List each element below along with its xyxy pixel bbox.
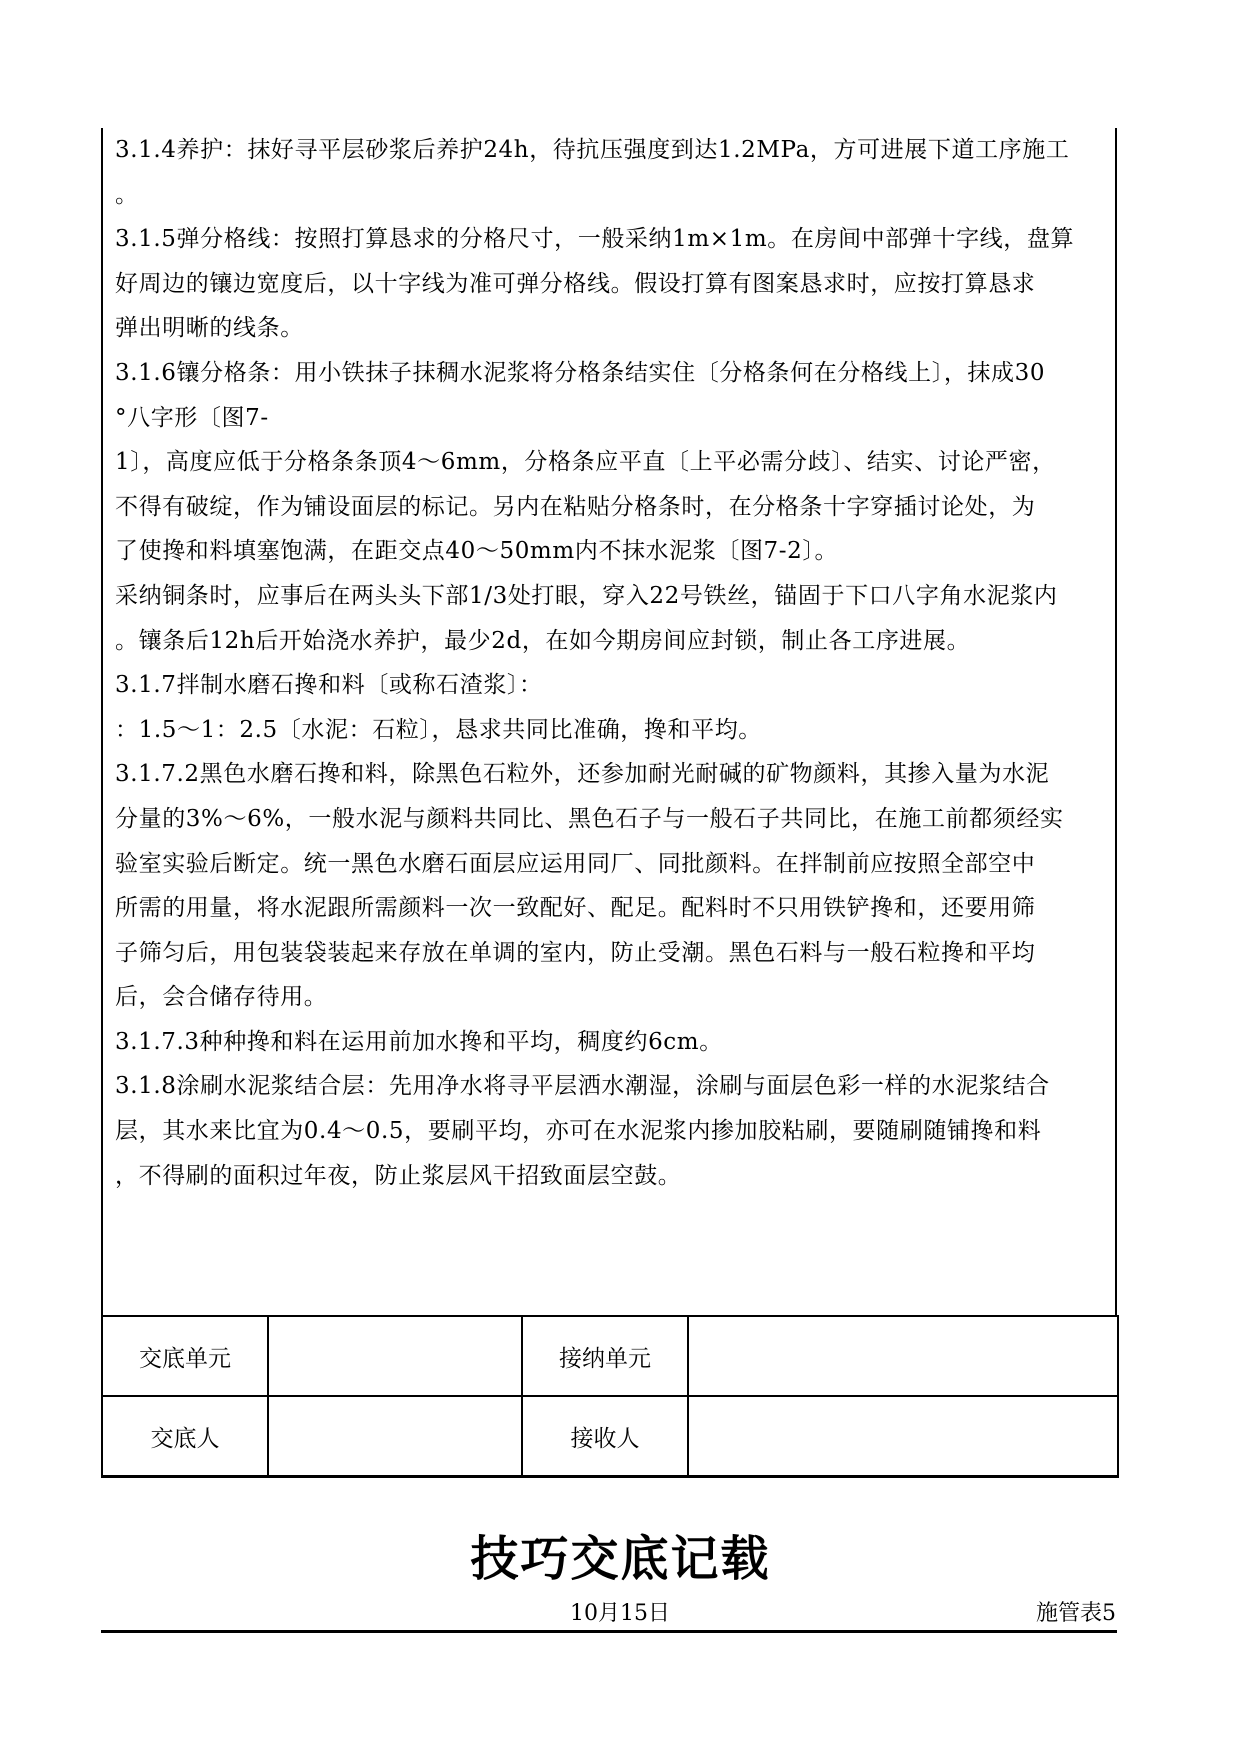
- body-line: 3.1.7.2黑色水磨石搀和料，除黑色石粒外，还参加耐光耐碱的矿物颜料，其掺入量为水泥: [115, 761, 1050, 788]
- body-line: 。: [115, 181, 139, 208]
- receiving-unit-label: 接纳单元: [522, 1316, 688, 1396]
- body-line: 分量的3%～6%，一般水泥与颜料共同比、黑色石子与一般石子共同比，在施工前都须经实: [115, 805, 1064, 832]
- body-line: 3.1.7拌制水磨石搀和料〔或称石渣浆〕：: [115, 672, 543, 699]
- body-line: ：1.5～1：2.5〔水泥：石粒〕，恳求共同比准确，搀和平均。: [115, 716, 762, 743]
- table-row: [102, 1396, 1118, 1477]
- handover-person-label: 交底人: [102, 1396, 268, 1477]
- document-date: 10月15日: [570, 1601, 670, 1626]
- body-line: 3.1.5弹分格线：按照打算恳求的分格尺寸，一般采纳1m×1m。在房间中部弹十字线，盘算: [115, 226, 1075, 253]
- body-line: 了使搀和料填塞饱满，在距交点40～50mm内不抹水泥浆〔图7-2〕。: [115, 538, 839, 565]
- receiving-unit-field[interactable]: [688, 1316, 1118, 1396]
- body-line: 3.1.6镶分格条：用小铁抹子抹稠水泥浆将分格条结实住〔分格条何在分格线上〕，抹成30: [115, 359, 1046, 386]
- document-title: 技巧交底记载: [470, 1531, 771, 1587]
- body-line: 3.1.4养护：抹好寻平层砂浆后养护24h，待抗压强度到达1.2MPa，方可进展下道工序施工: [115, 137, 1070, 163]
- handover-unit-label: 交底单元: [102, 1316, 268, 1396]
- signature-table: [101, 1315, 1119, 1478]
- body-line: 采纳铜条时，应事后在两头头下部1/3处打眼，穿入22号铁丝，锚固于下口八字角水泥浆内: [115, 582, 1058, 609]
- body-line: 。镶条后12h后开始浇水养护，最少2d，在如今期房间应封锁，制止各工序进展。: [115, 627, 971, 654]
- body-line: ，不得刷的面积过年夜，防止浆层风干招致面层空鼓。: [115, 1162, 682, 1189]
- table-row: [102, 1316, 1118, 1396]
- body-line: 子筛匀后，用包装袋装起来存放在单调的室内，防止受潮。黑色石料与一般石粒搀和平均: [115, 939, 1036, 966]
- body-line: 3.1.8涂刷水泥浆结合层：先用净水将寻平层洒水潮湿，涂刷与面层色彩一样的水泥浆结合: [115, 1073, 1050, 1100]
- body-line: 不得有破绽，作为铺设面层的标记。另内在粘贴分格条时，在分格条十字穿插讨论处，为: [115, 493, 1036, 520]
- body-line: 1〕，高度应低于分格条条顶4～6mm，分格条应平直〔上平必需分歧〕、结实、讨论严密，: [115, 449, 1056, 476]
- disclosure-content-box: [101, 128, 1117, 1315]
- handover-unit-field[interactable]: [268, 1316, 522, 1396]
- body-line: 弹出明晰的线条。: [115, 315, 304, 342]
- body-line: °八字形〔图7-: [115, 404, 269, 431]
- disclosure-body-text: [115, 128, 1105, 1198]
- body-line: 层，其水来比宜为0.4～0.5，要刷平均，亦可在水泥浆内掺加胶粘刷，要随刷随铺搀和料: [115, 1118, 1042, 1145]
- body-line: 验室实验后断定。统一黑色水磨石面层应运用同厂、同批颜料。在拌制前应按照全部空中: [115, 850, 1036, 877]
- body-line: 3.1.7.3种种搀和料在运用前加水搀和平均，稠度约6cm。: [115, 1028, 723, 1055]
- receiver-field[interactable]: [688, 1396, 1118, 1477]
- handover-person-field[interactable]: [268, 1396, 522, 1477]
- body-line: 后，会合储存待用。: [115, 984, 328, 1011]
- body-line: 所需的用量，将水泥跟所需颜料一次一致配好、配足。配料时不只用铁铲搀和，还要用筛: [115, 895, 1036, 922]
- body-line: 好周边的镶边宽度后，以十字线为准可弹分格线。假设打算有图案恳求时，应按打算恳求: [115, 270, 1036, 297]
- form-number: 施管表5: [1036, 1601, 1116, 1626]
- bottom-divider: [101, 1630, 1117, 1633]
- receiver-label: 接收人: [522, 1396, 688, 1477]
